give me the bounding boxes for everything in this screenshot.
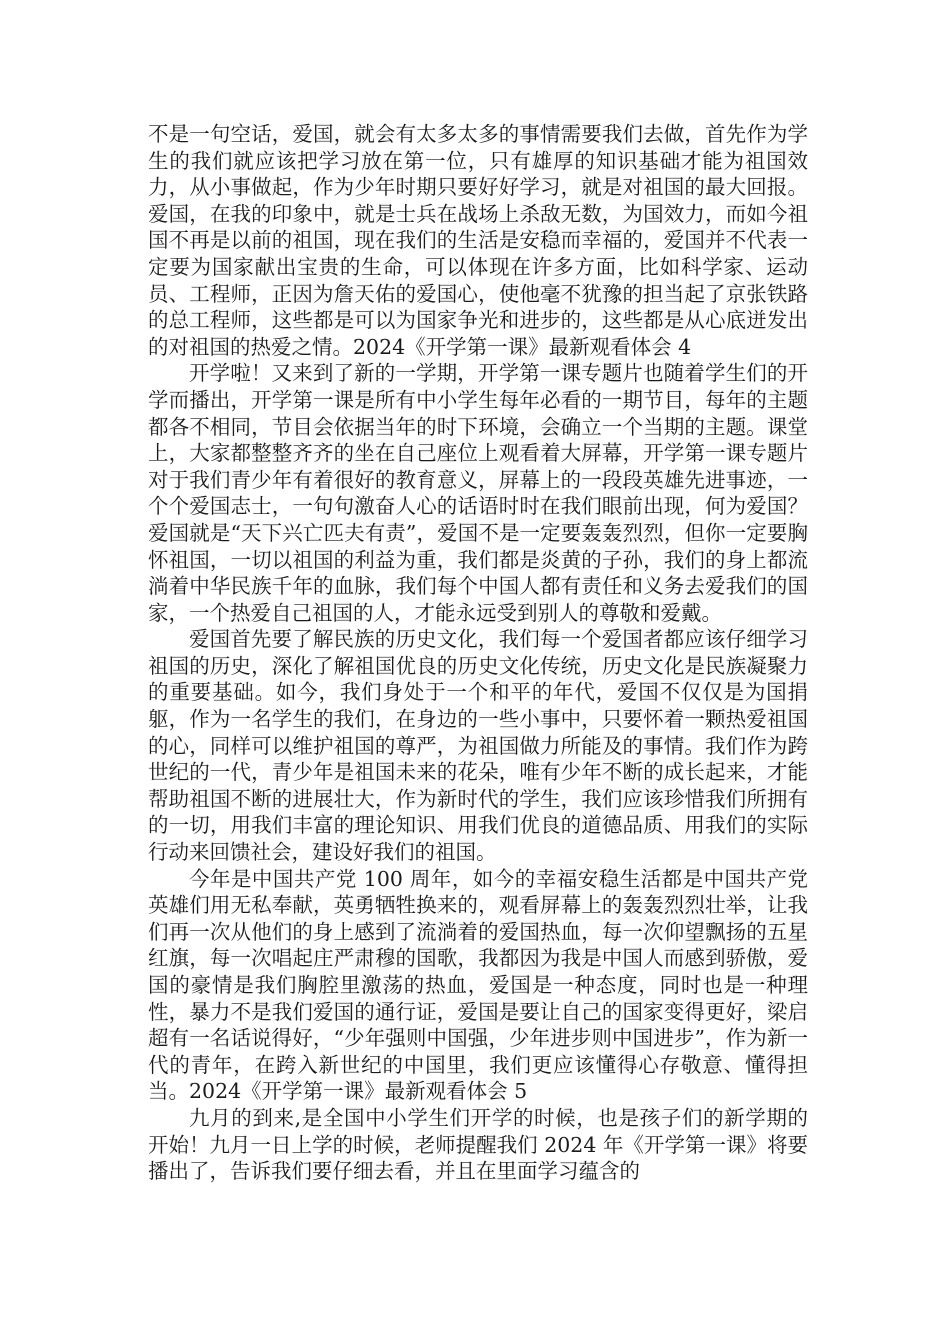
document-body	[148, 121, 808, 1185]
paragraph-continued: 不是一句空话，爱国，就会有太多太多的事情需要我们去做，首先作为学生的我们就应该把学习放在第一位，只有雄厚的知识基础才能为祖国效力，从小事做起，作为少年时期只要好好学习，就是对祖国的最大回报。爱国，在我的印象中，就是士兵在战场上杀敌无数，为国效力，而如今祖国不再是以前的祖国，现在我们的生活是安稳而幸福的，爱国并不代表一定要为国家献出宝贵的生命，可以体现在许多方面，比如科学家、运动员、工程师，正因为詹天佑的爱国心，使他毫不犹豫的担当起了京张铁路的总工程师，这些都是可以为国家争光和进步的，这些都是从心底迸发出的对祖国的热爱之情。2024《开学第一课》最新观看体会 4	[148, 122, 808, 359]
paragraph: 开学啦！又来到了新的一学期，开学第一课专题片也随着学生们的开学而播出，开学第一课是所有中小学生每年必看的一期节目，每年的主题都各不相同，节目会依据当年的时下环境，会确立一个当期的主题。课堂上，大家都整整齐齐的坐在自己座位上观看着大屏幕，开学第一课专题片对于我们青少年有着很好的教育意义，屏幕上的一段段英雄先进事迹，一个个爱国志士，一句句激奋人心的话语时时在我们眼前出现，何为爱国？爱国就是“天下兴亡匹夫有责”，爱国不是一定要轰轰烈烈，但你一定要胸怀祖国，一切以祖国的利益为重，我们都是炎黄的子孙，我们的身上都流淌着中华民族千年的血脉，我们每个中国人都有责任和义务去爱我们的国家，一个热爱自己祖国的人，才能永远受到别人的尊敬和爱戴。	[148, 361, 808, 625]
paragraph: 九月的到来,是全国中小学生们开学的时候，也是孩子们的新学期的开始！九月一日上学的时候，老师提醒我们 2024 年《开学第一课》将要播出了，告诉我们要仔细去看，并且在里面学习蕴含的	[148, 1105, 808, 1184]
paragraph: 今年是中国共产党 100 周年，如今的幸福安稳生活都是中国共产党英雄们用无私奉献，英勇牺牲换来的，观看屏幕上的轰轰烈烈壮举，让我们再一次从他们的身上感到了流淌着的爱国热血，每一次仰望飘扬的五星红旗，每一次唱起庄严肃穆的国歌，我都因为我是中国人而感到骄傲，爱国的豪情是我们胸腔里激荡的热血，爱国是一种态度，同时也是一种理性，暴力不是我们爱国的通行证，爱国是要让自己的国家变得更好，梁启超有一名话说得好，“少年强则中国强，少年进步则中国进步”，作为新一代的青年，在跨入新世纪的中国里，我们更应该懂得心存敬意、懂得担当。2024《开学第一课》最新观看体会 5	[148, 866, 808, 1104]
paragraph: 爱国首先要了解民族的历史文化，我们每一个爱国者都应该仔细学习祖国的历史，深化了解祖国优良的历史文化传统，历史文化是民族凝聚力的重要基础。如今，我们身处于一个和平的年代，爱国不仅仅是为国捐躯，作为一名学生的我们，在身边的一些小事中，只要怀着一颗热爱祖国的心，同样可以维护祖国的尊严，为祖国做力所能及的事情。我们作为跨世纪的一代，青少年是祖国未来的花朵，唯有少年不断的成长起来，才能帮助祖国不断的进展壮大，作为新时代的学生，我们应该珍惜我们所拥有的一切，用我们丰富的理论知识、用我们优良的道德品质、用我们的实际行动来回馈社会，建设好我们的祖国。	[148, 627, 808, 865]
